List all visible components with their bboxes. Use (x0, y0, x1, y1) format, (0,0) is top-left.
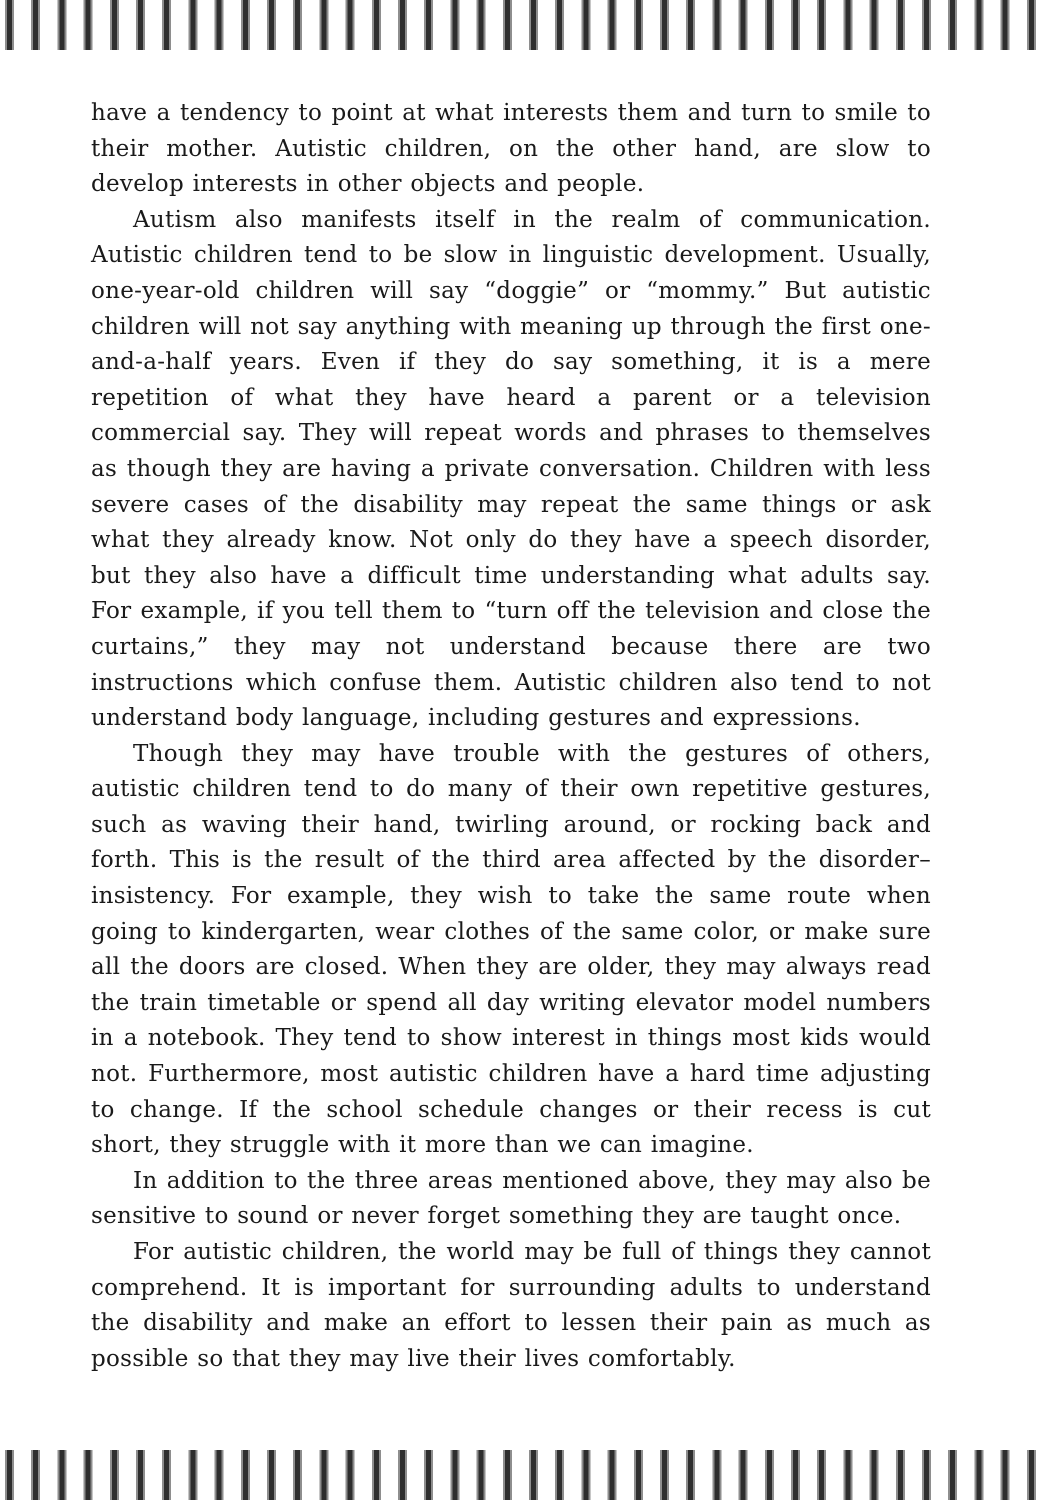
page-body (91, 96, 931, 1377)
paragraph-4: In addition to the three areas mentioned above, they may also be sensitive to sound or never forget something they are taught once. (91, 1167, 931, 1230)
paragraph-5: For autistic children, the world may be full of things they cannot comprehend. It is important for surrounding adults to understand the disability and make an effort to lessen their pain as much as possible so that they may live their lives comfortably. (91, 1239, 931, 1372)
paragraph-3: Though they may have trouble with the gestures of others, autistic children tend to do many of their own repetitive gestures, such as waving their hand, twirling around, or rocking back and forth. This is the result of the third area affected by the disorder–insistency. For example, they wish to take the same route when going to kindergarten, wear clothes of the same color, or make sure all the doors are closed. When they are older, they may always read the train timetable or spend all day writing elevator model numbers in a notebook. They tend to show interest in things most kids would not. Furthermore, most autistic children have a hard time adjusting to change. If the school schedule changes or their recess is cut short, they struggle with it more than we can imagine. (91, 740, 931, 1159)
bottom-striped-border (0, 1450, 1046, 1500)
paragraph-2: Autism also manifests itself in the realm of communication. Autistic children tend to be slow in linguistic development. Usually, one-year-old children will say “doggie” or “mommy.” But autistic children will not say anything with meaning up through the first one-and-a-half years. Even if they do say something, it is a mere repetition of what they have heard a parent or a television commercial say. They will repeat words and phrases to themselves as though they are having a private conversation. Children with less severe cases of the disability may repeat the same things or ask what they already know. Not only do they have a speech disorder, but they also have a difficult time understanding what adults say. For example, if you tell them to “turn off the television and close the curtains,” they may not understand because there are two instructions which confuse them. Autistic children also tend to not understand body language, including gestures and expressions. (91, 206, 931, 732)
top-striped-border (0, 0, 1046, 50)
paragraph-1: have a tendency to point at what interests them and turn to smile to their mother. Autistic children, on the other hand, are slow to develop interests in other objects and people. (91, 100, 931, 198)
